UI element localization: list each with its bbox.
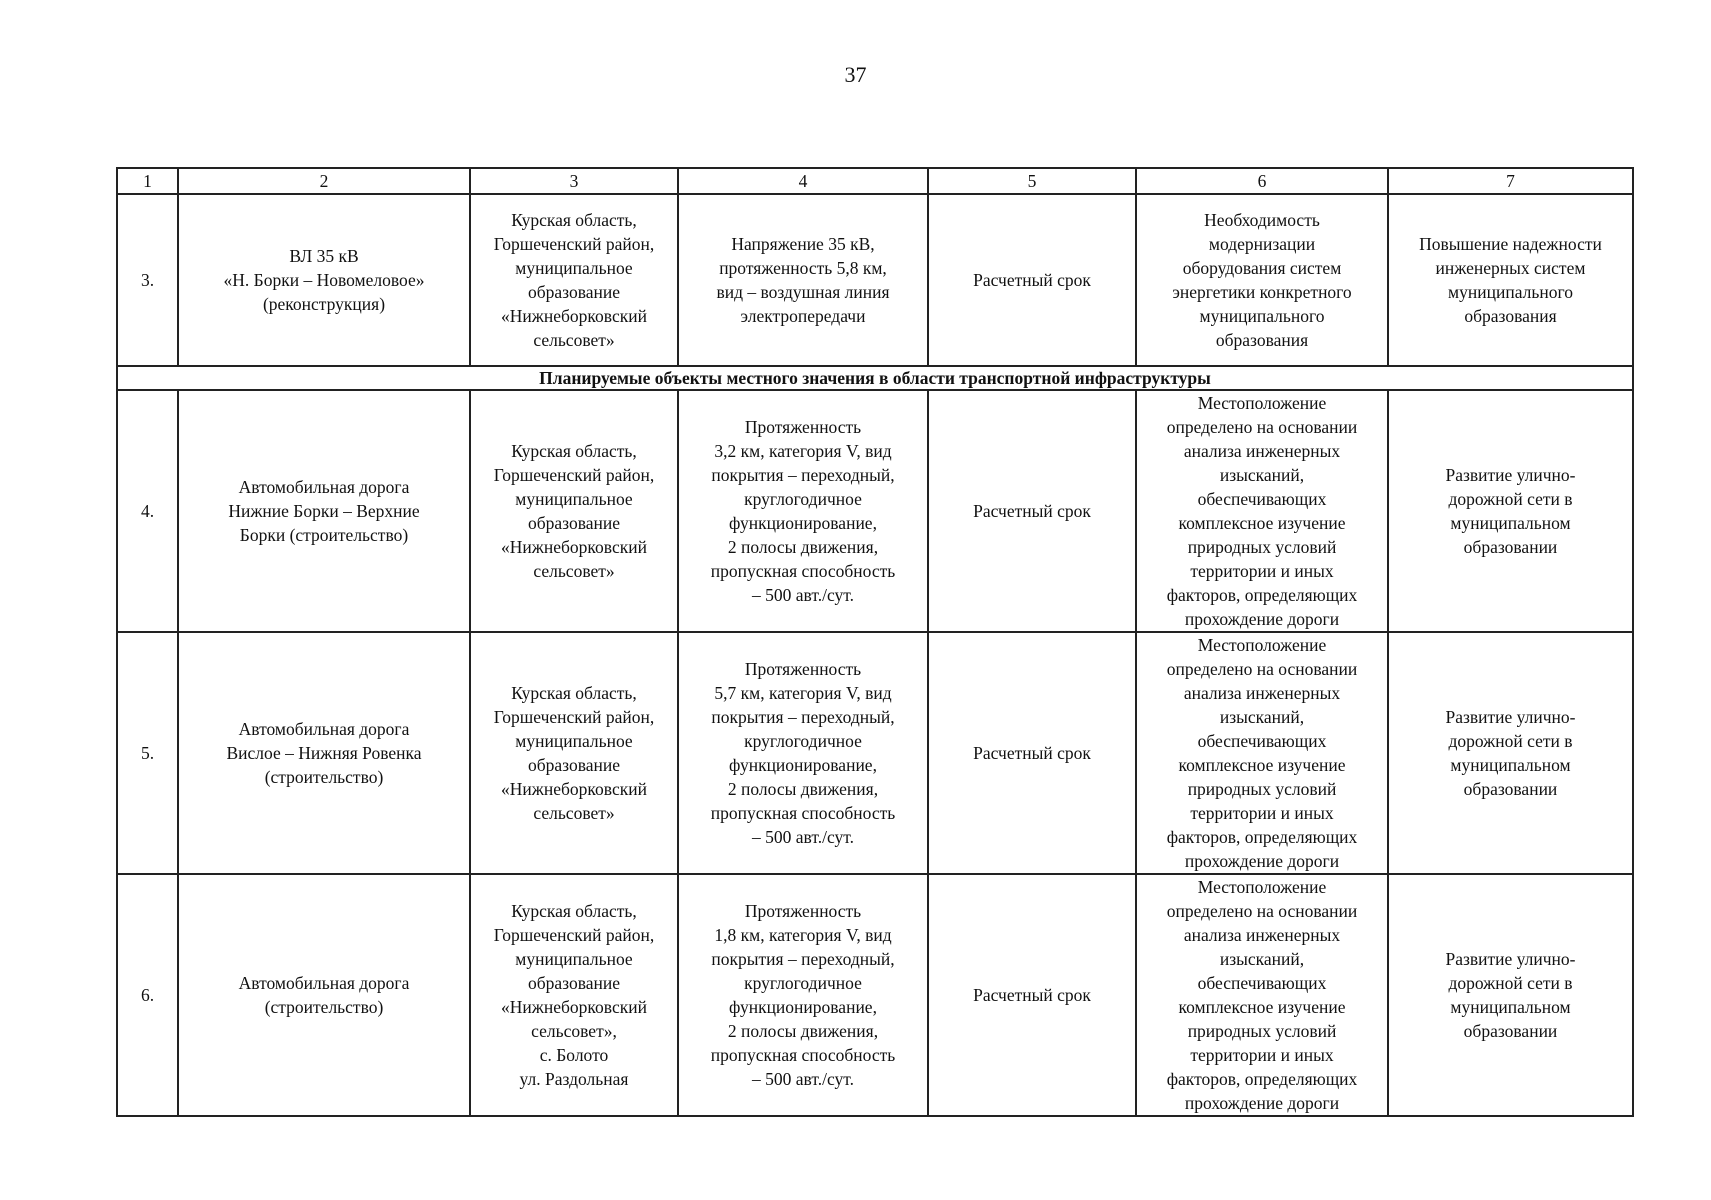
implementation-term: Расчетный срок [928,194,1136,366]
rationale: Необходимость модернизации оборудования систем энергетики конкретного муниципального образования [1136,194,1388,366]
object-name: Автомобильная дорога Нижние Борки – Верхние Борки (строительство) [178,390,470,632]
row-number: 5. [117,632,178,874]
column-header: 6 [1136,168,1388,194]
implementation-term: Расчетный срок [928,390,1136,632]
column-header: 2 [178,168,470,194]
implementation-term: Расчетный срок [928,632,1136,874]
rationale: Местоположение определено на основании анализа инженерных изысканий, обеспечивающих комплексное изучение природных условий территории и иных факторов, определяющих прохождение дороги [1136,390,1388,632]
page-number: 37 [844,62,867,87]
objects-table [116,167,1634,1117]
table-row [117,194,1633,366]
object-characteristics: Напряжение 35 кВ, протяженность 5,8 км, вид – воздушная линия электропередачи [678,194,928,366]
column-header: 1 [117,168,178,194]
purpose: Развитие улично- дорожной сети в муниципальном образовании [1388,874,1633,1116]
purpose: Повышение надежности инженерных систем муниципального образования [1388,194,1633,366]
rationale: Местоположение определено на основании анализа инженерных изысканий, обеспечивающих комплексное изучение природных условий территории и иных факторов, определяющих прохождение дороги [1136,874,1388,1116]
table-row [117,390,1633,632]
object-name: Автомобильная дорога (строительство) [178,874,470,1116]
column-header: 4 [678,168,928,194]
column-header: 5 [928,168,1136,194]
section-header-row [117,366,1633,390]
object-location: Курская область, Горшеченский район, муниципальное образование «Нижнеборковский сельсовет» [470,194,678,366]
rationale: Местоположение определено на основании анализа инженерных изысканий, обеспечивающих комплексное изучение природных условий территории и иных факторов, определяющих прохождение дороги [1136,632,1388,874]
row-number: 4. [117,390,178,632]
column-header: 3 [470,168,678,194]
row-number: 6. [117,874,178,1116]
row-number: 3. [117,194,178,366]
table-header-row [117,168,1633,194]
implementation-term: Расчетный срок [928,874,1136,1116]
object-name: ВЛ 35 кВ «Н. Борки – Новомеловое» (реконструкция) [178,194,470,366]
column-header: 7 [1388,168,1633,194]
purpose: Развитие улично- дорожной сети в муниципальном образовании [1388,632,1633,874]
table-row [117,874,1633,1116]
table-row [117,632,1633,874]
purpose: Развитие улично- дорожной сети в муниципальном образовании [1388,390,1633,632]
object-location: Курская область, Горшеченский район, муниципальное образование «Нижнеборковский сельсовет» [470,632,678,874]
object-location: Курская область, Горшеченский район, муниципальное образование «Нижнеборковский сельсовет» [470,390,678,632]
object-characteristics: Протяженность 1,8 км, категория V, вид покрытия – переходный, круглогодичное функционирование, 2 полосы движения, пропускная способность – 500 авт./сут. [678,874,928,1116]
object-location: Курская область, Горшеченский район, муниципальное образование «Нижнеборковский сельсовет», с. Болото ул. Раздольная [470,874,678,1116]
object-characteristics: Протяженность 3,2 км, категория V, вид покрытия – переходный, круглогодичное функционирование, 2 полосы движения, пропускная способность – 500 авт./сут. [678,390,928,632]
section-title: Планируемые объекты местного значения в области транспортной инфраструктуры [117,366,1633,390]
object-name: Автомобильная дорога Вислое – Нижняя Ровенка (строительство) [178,632,470,874]
object-characteristics: Протяженность 5,7 км, категория V, вид покрытия – переходный, круглогодичное функционирование, 2 полосы движения, пропускная способность – 500 авт./сут. [678,632,928,874]
